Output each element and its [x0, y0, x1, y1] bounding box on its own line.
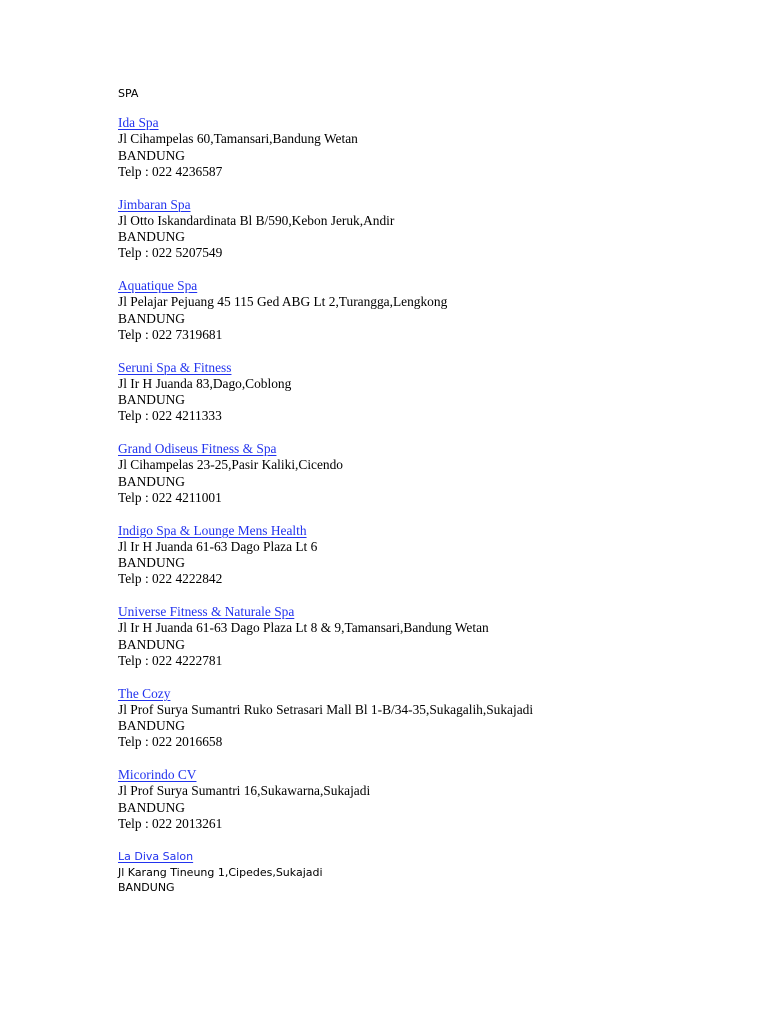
listing-city: BANDUNG — [118, 799, 185, 815]
listing-city: BANDUNG — [118, 881, 175, 894]
listing-city: BANDUNG — [118, 147, 185, 163]
listing-name-link[interactable]: Seruni Spa & Fitness — [118, 359, 232, 375]
listing-phone: Telp : 022 4222781 — [118, 652, 223, 668]
listing-phone: Telp : 022 2016658 — [118, 734, 223, 750]
listing-name-link[interactable]: Micorindo CV — [118, 767, 197, 782]
listing-phone: Telp : 022 7319681 — [118, 326, 223, 342]
listing-address: Jl Otto Iskandardinata Bl B/590,Kebon Jeruk,Andir — [118, 212, 395, 228]
listing-entry — [118, 767, 370, 832]
listing-address: Jl Ir H Juanda 61-63 Dago Plaza Lt 8 & 9,Tamansari,Bandung Wetan — [118, 620, 489, 636]
listing-address: Jl Ir H Juanda 83,Dago,Coblong — [118, 375, 292, 391]
listing-address: Jl Cihampelas 23-25,Pasir Kaliki,Cicendo — [118, 457, 344, 473]
listing-phone: Telp : 022 2013261 — [118, 815, 223, 831]
listing-name-link[interactable]: Aquatique Spa — [118, 278, 198, 293]
listing-entry — [118, 849, 323, 896]
listing-phone: Telp : 022 4222842 — [118, 571, 223, 587]
listing-city: BANDUNG — [118, 718, 185, 734]
listing-city: BANDUNG — [118, 473, 185, 489]
listing-entry — [118, 197, 394, 262]
listing-phone: Telp : 022 4236587 — [118, 163, 223, 179]
listing-phone: Telp : 022 4211001 — [118, 489, 222, 505]
page-heading: SPA — [118, 87, 139, 100]
listing-entry — [118, 523, 317, 588]
listing-name-link[interactable]: Universe Fitness & Naturale Spa — [118, 604, 295, 619]
listing-name-link[interactable]: Indigo Spa & Lounge Mens Health — [118, 522, 307, 538]
listing-address: Jl Cihampelas 60,Tamansari,Bandung Wetan — [118, 131, 358, 147]
listing-address: Jl Prof Surya Sumantri 16,Sukawarna,Sukajadi — [118, 783, 371, 799]
listing-name-link[interactable]: Grand Odiseus Fitness & Spa — [118, 441, 277, 456]
listing-entry — [118, 604, 489, 669]
listing-entry — [118, 441, 343, 506]
listing-name-link[interactable]: Jimbaran Spa — [118, 196, 191, 212]
listing-city: BANDUNG — [118, 392, 185, 408]
listing-address: Jl Ir H Juanda 61-63 Dago Plaza Lt 6 — [118, 538, 318, 554]
listing-city: BANDUNG — [118, 310, 185, 326]
listing-name-link[interactable]: Ida Spa — [118, 115, 159, 130]
listing-entry — [118, 278, 447, 343]
listing-phone: Telp : 022 4211333 — [118, 408, 222, 424]
listing-address: Jl Pelajar Pejuang 45 115 Ged ABG Lt 2,Turangga,Lengkong — [118, 294, 448, 310]
listing-entry — [118, 360, 291, 425]
listing-city: BANDUNG — [118, 555, 185, 571]
listing-city: BANDUNG — [118, 229, 185, 245]
listing-entry — [118, 686, 533, 751]
listing-name-link[interactable]: La Diva Salon — [118, 850, 194, 863]
listing-phone: Telp : 022 5207549 — [118, 245, 223, 261]
listing-address: Jl Prof Surya Sumantri Ruko Setrasari Mall Bl 1-B/34-35,Sukagalih,Sukajadi — [118, 701, 534, 717]
listing-address: Jl Karang Tineung 1,Cipedes,Sukajadi — [118, 865, 323, 879]
listing-entry — [118, 115, 358, 180]
listing-city: BANDUNG — [118, 636, 185, 652]
listing-name-link[interactable]: The Cozy — [118, 685, 171, 701]
